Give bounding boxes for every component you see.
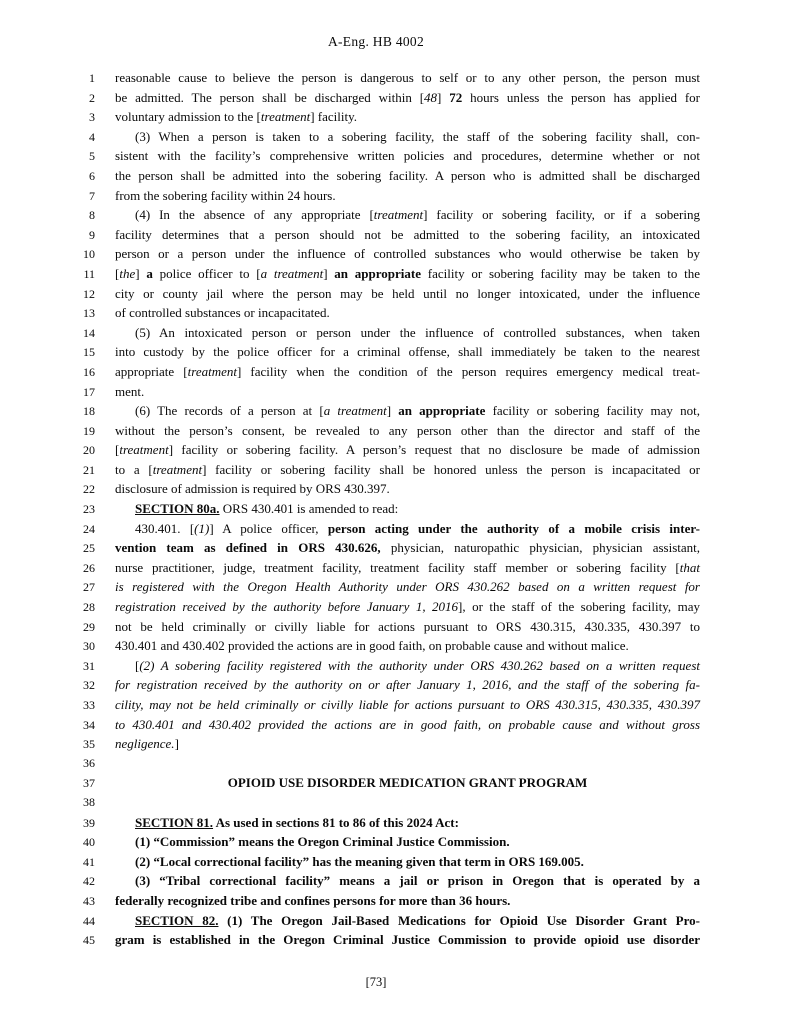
line-text: to a [treatment] facility or sobering facility shall be honored unless the person is incapacitated or (115, 461, 700, 477)
text-line (60, 323, 700, 343)
line-text: [the] a police officer to [a treatment] an appropriate facility or sobering facility may be taken to the (115, 265, 701, 281)
text-line (60, 715, 700, 735)
line-number: 32 (83, 678, 95, 693)
text-line (60, 264, 700, 284)
line-number: 25 (83, 541, 95, 556)
line-text: (4) In the absence of any appropriate [treatment] facility or sobering facility, or if a sobering (135, 207, 700, 223)
line-number: 12 (83, 286, 95, 301)
page-number-footer: [73] (365, 975, 387, 989)
line-number: 2 (89, 90, 95, 105)
line-number: 4 (89, 129, 95, 144)
line-text: be admitted. The person shall be discharged within [48] 72 hours unless the person has applied for (115, 89, 700, 105)
text-line (60, 382, 700, 402)
text-line (60, 734, 700, 754)
text-line (60, 656, 700, 676)
text-line (60, 284, 700, 304)
text-line (60, 617, 700, 637)
text-line (60, 88, 700, 108)
line-number: 41 (83, 854, 95, 869)
line-number: 26 (83, 560, 95, 575)
line-number: 27 (83, 580, 95, 595)
text-line (60, 479, 700, 499)
text-line (60, 519, 700, 539)
line-number: 15 (83, 345, 95, 360)
line-text: SECTION 82. (1) The Oregon Jail-Based Medications for Opioid Use Disorder Grant Pro- (135, 912, 700, 928)
line-number: 23 (83, 502, 95, 517)
line-number: 28 (83, 600, 95, 615)
text-line (60, 440, 700, 460)
text-line (60, 695, 700, 715)
line-text: cility, may not be held criminally or civilly liable for actions pursuant to ORS 430.315, 430.335, 430.397 (115, 697, 700, 712)
line-text: reasonable cause to believe the person is dangerous to self or to any other person, the person must (115, 70, 700, 85)
line-number: 3 (89, 110, 95, 125)
text-line (60, 832, 700, 852)
line-text: federally recognized tribe and confines persons for more than 36 hours. (115, 892, 511, 908)
line-number: 6 (89, 168, 95, 183)
line-number: 20 (83, 443, 95, 458)
line-number: 38 (83, 794, 95, 809)
line-number: 30 (83, 639, 95, 654)
line-number: 17 (83, 384, 95, 399)
line-text: [(2) A sobering facility registered with the authority under ORS 430.262 based on a written request (135, 657, 700, 673)
line-text: (5) An intoxicated person or person under the influence of controlled substances, when taken (135, 324, 700, 340)
text-body (60, 68, 700, 950)
line-number: 14 (83, 325, 95, 340)
line-text: city or county jail where the person may be held until no longer intoxicated, under the influence (115, 285, 700, 301)
line-text: of controlled substances or incapacitated. (115, 305, 330, 321)
line-number: 35 (83, 737, 95, 752)
line-number: 37 (83, 776, 95, 791)
document-header: A-Eng. HB 4002 (327, 34, 425, 49)
line-number: 18 (83, 404, 95, 419)
line-number: 31 (83, 658, 95, 673)
text-line (60, 166, 700, 186)
line-number: 44 (83, 913, 95, 928)
line-number: 34 (83, 717, 95, 732)
text-line (60, 871, 700, 891)
line-number: 22 (83, 482, 95, 497)
text-line (60, 597, 700, 617)
line-number: 29 (83, 619, 95, 634)
line-text: 430.401 and 430.402 provided the actions are in good faith, on probable cause and without malice. (115, 638, 629, 654)
line-number: 10 (83, 247, 95, 262)
line-text: nurse practitioner, judge, treatment facility, treatment facility staff member or sobering facility [that (115, 559, 700, 575)
text-line (60, 244, 700, 264)
line-text: to 430.401 and 430.402 provided the actions are in good faith, on probable cause and without gross (115, 716, 700, 732)
line-number: 16 (83, 364, 95, 379)
line-text: not be held criminally or civilly liable for actions pursuant to ORS 430.315, 430.335, 430.397 to (115, 618, 700, 634)
line-text: sistent with the facility’s comprehensive written policies and procedures, determine whether or not (115, 148, 700, 164)
line-number: 21 (83, 462, 95, 477)
line-text: 430.401. [(1)] A police officer, person acting under the authority of a mobile crisis inter- (135, 520, 700, 536)
line-number: 9 (89, 227, 95, 242)
line-text: ment. (115, 383, 145, 399)
line-text: disclosure of admission is required by ORS 430.397. (115, 481, 390, 497)
text-line (60, 303, 700, 323)
line-number: 33 (83, 698, 95, 712)
line-number: 40 (83, 835, 95, 850)
line-number: 36 (83, 755, 95, 770)
text-line (60, 68, 700, 88)
text-line (60, 891, 700, 911)
line-number: 7 (89, 188, 95, 203)
line-text: is registered with the Oregon Health Authority under ORS 430.262 based on a written request for (115, 579, 700, 595)
line-number: 19 (83, 423, 95, 438)
text-line (60, 362, 700, 382)
text-line (60, 793, 700, 813)
line-text: gram is established in the Oregon Criminal Justice Commission to provide opioid use disorder (115, 932, 700, 948)
line-number: 5 (89, 149, 95, 164)
text-line (60, 754, 700, 774)
line-text: (3) When a person is taken to a sobering facility, the staff of the sobering facility shall, con- (135, 128, 700, 144)
text-line (60, 773, 700, 793)
line-text: (6) The records of a person at [a treatment] an appropriate facility or sobering facility may not, (135, 403, 700, 419)
text-line (60, 460, 700, 480)
line-text: vention team as defined in ORS 430.626, physician, naturopathic physician, physician assistant, (115, 540, 700, 556)
line-text: from the sobering facility within 24 hours. (115, 187, 336, 203)
text-line (60, 421, 700, 441)
text-line (60, 146, 700, 166)
text-line (60, 852, 700, 872)
line-text: registration received by the authority before January 1, 2016], or the staff of the sobering facility, may (115, 599, 700, 615)
line-number: 13 (83, 306, 95, 321)
text-line (60, 186, 700, 206)
line-text: (1) “Commission” means the Oregon Criminal Justice Commission. (135, 834, 510, 850)
text-line (60, 107, 700, 127)
text-line (60, 911, 700, 931)
line-number: 39 (83, 815, 95, 830)
text-line (60, 499, 700, 519)
text-line (60, 342, 700, 362)
text-line (60, 577, 700, 597)
text-line (60, 813, 700, 833)
line-text: OPIOID USE DISORDER MEDICATION GRANT PROGRAM (227, 775, 588, 791)
text-line (60, 205, 700, 225)
line-number: 42 (83, 874, 95, 889)
line-text: voluntary admission to the [treatment] facility. (115, 109, 358, 125)
line-text: [treatment] facility or sobering facility. A person’s request that no disclosure be made of admission (115, 442, 700, 458)
line-number: 45 (83, 933, 95, 948)
text-line (60, 930, 700, 950)
line-text: SECTION 81. As used in sections 81 to 86 of this 2024 Act: (135, 814, 459, 830)
line-number: 8 (89, 208, 95, 223)
text-line (60, 558, 700, 578)
line-text: for registration received by the authority on or after January 1, 2016, and the staff of the sobering fa- (115, 677, 700, 693)
line-text: person or a person under the influence of controlled substances who would otherwise be taken by (115, 246, 700, 262)
text-line (60, 538, 700, 558)
text-line (60, 675, 700, 695)
line-text: without the person’s consent, be revealed to any person other than the director and staff of the (115, 422, 700, 438)
line-number: 1 (89, 71, 95, 85)
line-number: 24 (83, 521, 95, 536)
text-line (60, 225, 700, 245)
line-text: facility determines that a person should not be admitted to the sobering facility, an intoxicated (115, 226, 700, 242)
line-text: SECTION 80a. ORS 430.401 is amended to read: (135, 501, 399, 517)
line-text: the person shall be admitted into the sobering facility. A person who is admitted shall be discharged (115, 167, 700, 183)
line-text: appropriate [treatment] facility when the condition of the person requires emergency medical treat- (115, 363, 700, 379)
line-text: into custody by the police officer for a criminal offense, shall immediately be taken to the nearest (115, 344, 700, 360)
text-line (60, 127, 700, 147)
line-text: negligence.] (115, 736, 179, 752)
text-line (60, 636, 700, 656)
line-number: 11 (83, 266, 95, 281)
text-line (60, 401, 700, 421)
line-text: (3) “Tribal correctional facility” means a jail or prison in Oregon that is operated by a (135, 873, 700, 889)
line-number: 43 (83, 893, 95, 908)
line-text: (2) “Local correctional facility” has the meaning given that term in ORS 169.005. (135, 853, 584, 869)
